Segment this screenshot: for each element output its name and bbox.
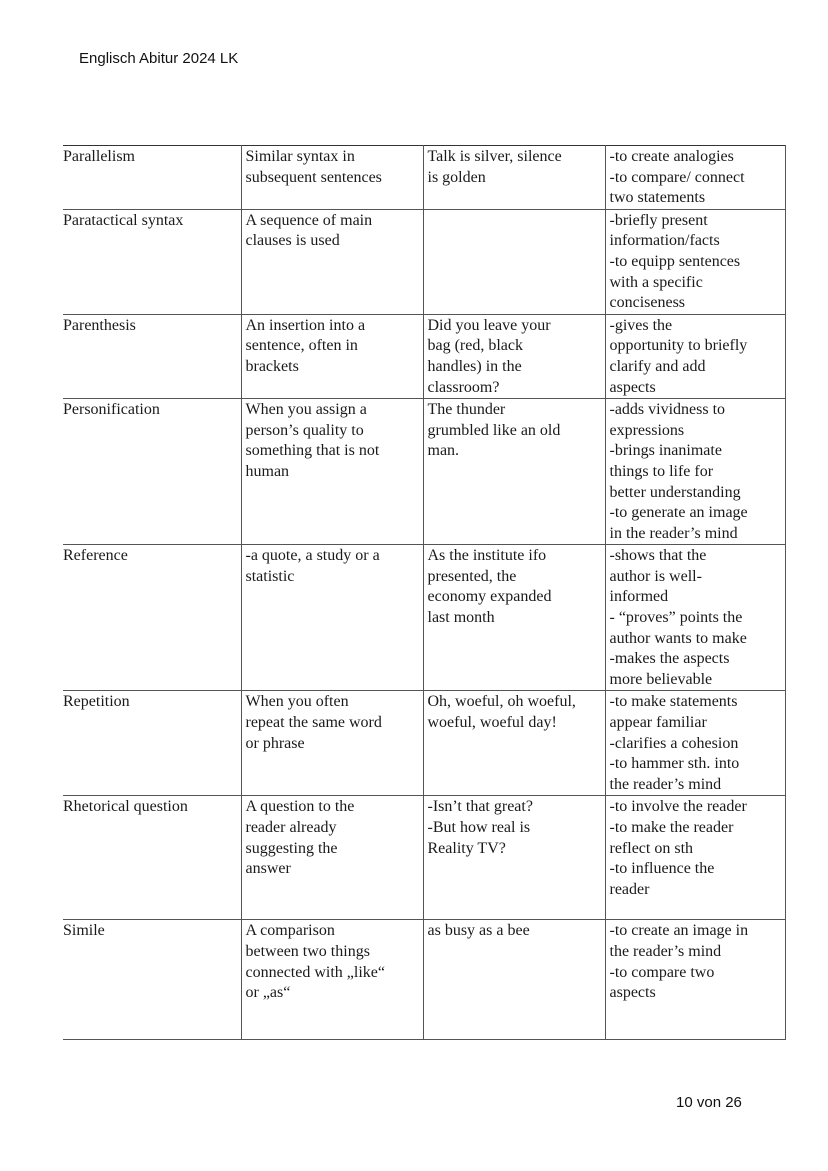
table-row — [63, 920, 785, 1040]
definition-cell — [241, 545, 423, 691]
definition-line: connected with „like“ — [245, 963, 385, 981]
definition-line: or „as“ — [245, 984, 291, 1002]
function-line: the reader’s mind — [609, 943, 722, 960]
definition-line: Similar syntax in — [245, 148, 355, 165]
definition-cell — [241, 399, 423, 545]
term-label: Paratactical syntax — [63, 211, 184, 229]
function-cell — [605, 314, 785, 398]
function-line: reader — [609, 880, 650, 898]
function-cell — [605, 399, 785, 545]
example-cell — [423, 399, 605, 545]
function-line: -to equipp sentences — [609, 252, 741, 270]
function-line: -gives the — [609, 316, 673, 334]
function-line: -to influence the — [609, 860, 715, 878]
function-cell — [605, 691, 785, 796]
example-line: presented, the — [427, 567, 517, 585]
definition-cell — [241, 691, 423, 796]
function-line: -to compare/ connect — [609, 168, 745, 186]
function-cell — [605, 545, 785, 691]
function-line: -to generate an image — [609, 504, 748, 522]
function-line: in the reader’s mind — [609, 524, 738, 542]
term-label: Simile — [63, 922, 105, 940]
definition-line: sentence, often in — [245, 337, 358, 355]
function-line: appear familiar — [609, 714, 707, 732]
example-line: last month — [427, 609, 495, 627]
example-line: as busy as a bee — [427, 922, 530, 940]
definition-line: A question to the — [245, 798, 355, 816]
term-cell — [63, 796, 241, 920]
definition-line: clauses is used — [245, 232, 340, 250]
example-line: classroom? — [427, 378, 500, 396]
example-cell — [423, 920, 605, 1040]
term-cell — [63, 209, 241, 314]
term-label: Personification — [63, 401, 160, 419]
function-line: -adds vividness to — [609, 401, 726, 419]
definition-line: A comparison — [245, 922, 335, 940]
page-number: 10 von 26 — [676, 1094, 742, 1111]
table-row — [63, 399, 785, 545]
function-line: information/facts — [609, 232, 720, 250]
definition-line: brackets — [245, 357, 299, 375]
definition-line: person’s quality to — [245, 421, 364, 439]
function-line: -clarifies a cohesion — [609, 734, 739, 752]
table-row — [63, 796, 785, 920]
example-line: Reality TV? — [427, 839, 506, 857]
function-line: opportunity to briefly — [609, 337, 748, 355]
definition-line: repeat the same word — [245, 714, 382, 732]
example-line: economy expanded — [427, 588, 552, 606]
function-line: -to compare two — [609, 963, 715, 981]
definition-line: between two things — [245, 943, 370, 960]
function-line: -to make statements — [609, 693, 738, 711]
function-line: the reader’s mind — [609, 775, 722, 793]
function-line: - “proves” points the — [609, 609, 743, 627]
example-cell — [423, 545, 605, 691]
example-cell — [423, 209, 605, 314]
function-line: better understanding — [609, 483, 741, 501]
function-line: clarify and add — [609, 357, 706, 375]
function-cell — [605, 920, 785, 1040]
term-cell — [63, 399, 241, 545]
function-line: -brings inanimate — [609, 442, 722, 460]
term-cell — [63, 920, 241, 1040]
function-line: informed — [609, 588, 669, 606]
definition-cell — [241, 314, 423, 398]
term-label: Parenthesis — [63, 316, 136, 334]
function-line: expressions — [609, 421, 685, 439]
function-cell — [605, 146, 785, 210]
function-line: conciseness — [609, 294, 686, 312]
example-line: Talk is silver, silence — [427, 148, 562, 165]
example-line: bag (red, black — [427, 337, 524, 355]
definition-line: A sequence of main — [245, 211, 373, 229]
definition-cell — [241, 209, 423, 314]
function-line: reflect on sth — [609, 839, 694, 857]
definition-line: -a quote, a study or a — [245, 547, 380, 565]
example-line: Did you leave your — [427, 316, 551, 334]
function-line: with a specific — [609, 273, 703, 291]
definition-line: suggesting the — [245, 839, 338, 857]
term-label: Rhetorical question — [63, 798, 188, 816]
definition-cell — [241, 146, 423, 210]
example-line: grumbled like an old — [427, 421, 561, 439]
definition-cell — [241, 920, 423, 1040]
definition-line: something that is not — [245, 442, 380, 460]
table-row — [63, 545, 785, 691]
function-line: more believable — [609, 670, 713, 688]
function-line: -to create analogies — [609, 148, 734, 165]
example-line: woeful, woeful day! — [427, 714, 557, 732]
function-line: aspects — [609, 984, 656, 1002]
definition-cell — [241, 796, 423, 920]
definition-line: reader already — [245, 819, 337, 836]
definition-line: When you often — [245, 693, 349, 711]
term-cell — [63, 146, 241, 210]
function-line: -to make the reader — [609, 819, 734, 836]
function-line: author wants to make — [609, 629, 747, 647]
function-line: two statements — [609, 189, 706, 207]
definition-line: human — [245, 462, 290, 480]
table-row — [63, 146, 785, 210]
definition-line: answer — [245, 860, 291, 878]
document-header: Englisch Abitur 2024 LK — [79, 50, 239, 67]
term-cell — [63, 545, 241, 691]
function-cell — [605, 796, 785, 920]
example-cell — [423, 146, 605, 210]
example-line: Oh, woeful, oh woeful, — [427, 693, 576, 711]
term-cell — [63, 691, 241, 796]
term-label: Repetition — [63, 693, 130, 711]
function-line: -to involve the reader — [609, 798, 747, 816]
stylistic-devices-table — [63, 145, 786, 1040]
function-cell — [605, 209, 785, 314]
term-cell — [63, 314, 241, 398]
table-row — [63, 691, 785, 796]
definition-line: or phrase — [245, 734, 305, 752]
example-cell — [423, 691, 605, 796]
function-line: things to life for — [609, 462, 714, 480]
example-line: The thunder — [427, 401, 506, 419]
definition-line: statistic — [245, 567, 295, 585]
example-cell — [423, 314, 605, 398]
example-line: man. — [427, 442, 460, 460]
example-line: -Isn’t that great? — [427, 798, 533, 816]
function-line: -shows that the — [609, 547, 707, 565]
example-line: As the institute ifo — [427, 547, 547, 565]
definition-line: When you assign a — [245, 401, 367, 419]
definition-line: subsequent sentences — [245, 168, 382, 186]
function-line: author is well- — [609, 567, 702, 585]
example-cell — [423, 796, 605, 920]
function-line: -to hammer sth. into — [609, 755, 740, 773]
function-line: -briefly present — [609, 211, 708, 229]
example-line: handles) in the — [427, 357, 522, 375]
term-label: Reference — [63, 547, 128, 565]
example-line: is golden — [427, 168, 486, 186]
function-line: -to create an image in — [609, 922, 749, 940]
function-line: aspects — [609, 378, 656, 396]
table-row — [63, 314, 785, 398]
definition-line: An insertion into a — [245, 316, 366, 334]
table-row — [63, 209, 785, 314]
example-line: -But how real is — [427, 819, 531, 836]
term-label: Parallelism — [63, 148, 135, 165]
function-line: -makes the aspects — [609, 650, 730, 668]
